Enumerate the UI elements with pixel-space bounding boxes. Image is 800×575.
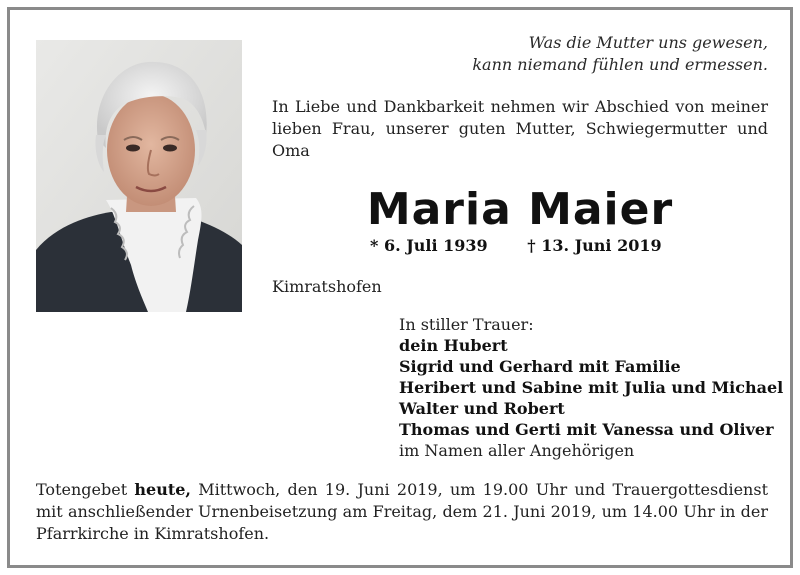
- memorial-quote: [368, 32, 768, 76]
- death-date: † 13. Juni 2019: [527, 236, 662, 255]
- service-rest: Mittwoch, den 19. Juni 2019, um 19.00 Uhr und Trauergottesdienst mit anschließender Urnenbeisetzung am Freitag, dem 21. Juni 2019, um 14.00 Uhr in der Pfarrkirche in Kimratshofen.: [36, 480, 769, 543]
- service-emphasis: heute,: [134, 480, 191, 499]
- mourners-closing: im Namen aller Angehörigen: [399, 441, 635, 460]
- birth-date: * 6. Juli 1939: [370, 236, 488, 255]
- mourners-heading: In stiller Trauer:: [399, 315, 534, 334]
- obituary-frame: [7, 7, 793, 568]
- life-dates: [370, 235, 662, 257]
- mourner-name: dein Hubert: [399, 336, 508, 355]
- mourner-name: Walter und Robert: [399, 399, 565, 418]
- hometown: Kimratshofen: [272, 277, 382, 296]
- deceased-name: Maria Maier: [366, 184, 674, 235]
- service-prefix: Totengebet: [36, 480, 135, 499]
- mourners-list: [399, 314, 783, 461]
- mourner-name: Heribert und Sabine mit Julia und Michael: [399, 378, 784, 397]
- quote-line-2: kann niemand fühlen und ermessen.: [472, 55, 768, 74]
- mourner-name: Thomas und Gerti mit Vanessa und Oliver: [399, 420, 774, 439]
- farewell-text: In Liebe und Dankbarkeit nehmen wir Abschied von meiner lieben Frau, unserer guten Mutter, Schwiegermutter und Oma: [272, 97, 768, 160]
- portrait-photo: [36, 40, 242, 312]
- service-details: [36, 479, 768, 545]
- quote-line-1: Was die Mutter uns gewesen,: [528, 33, 768, 52]
- mourner-name: Sigrid und Gerhard mit Familie: [399, 357, 681, 376]
